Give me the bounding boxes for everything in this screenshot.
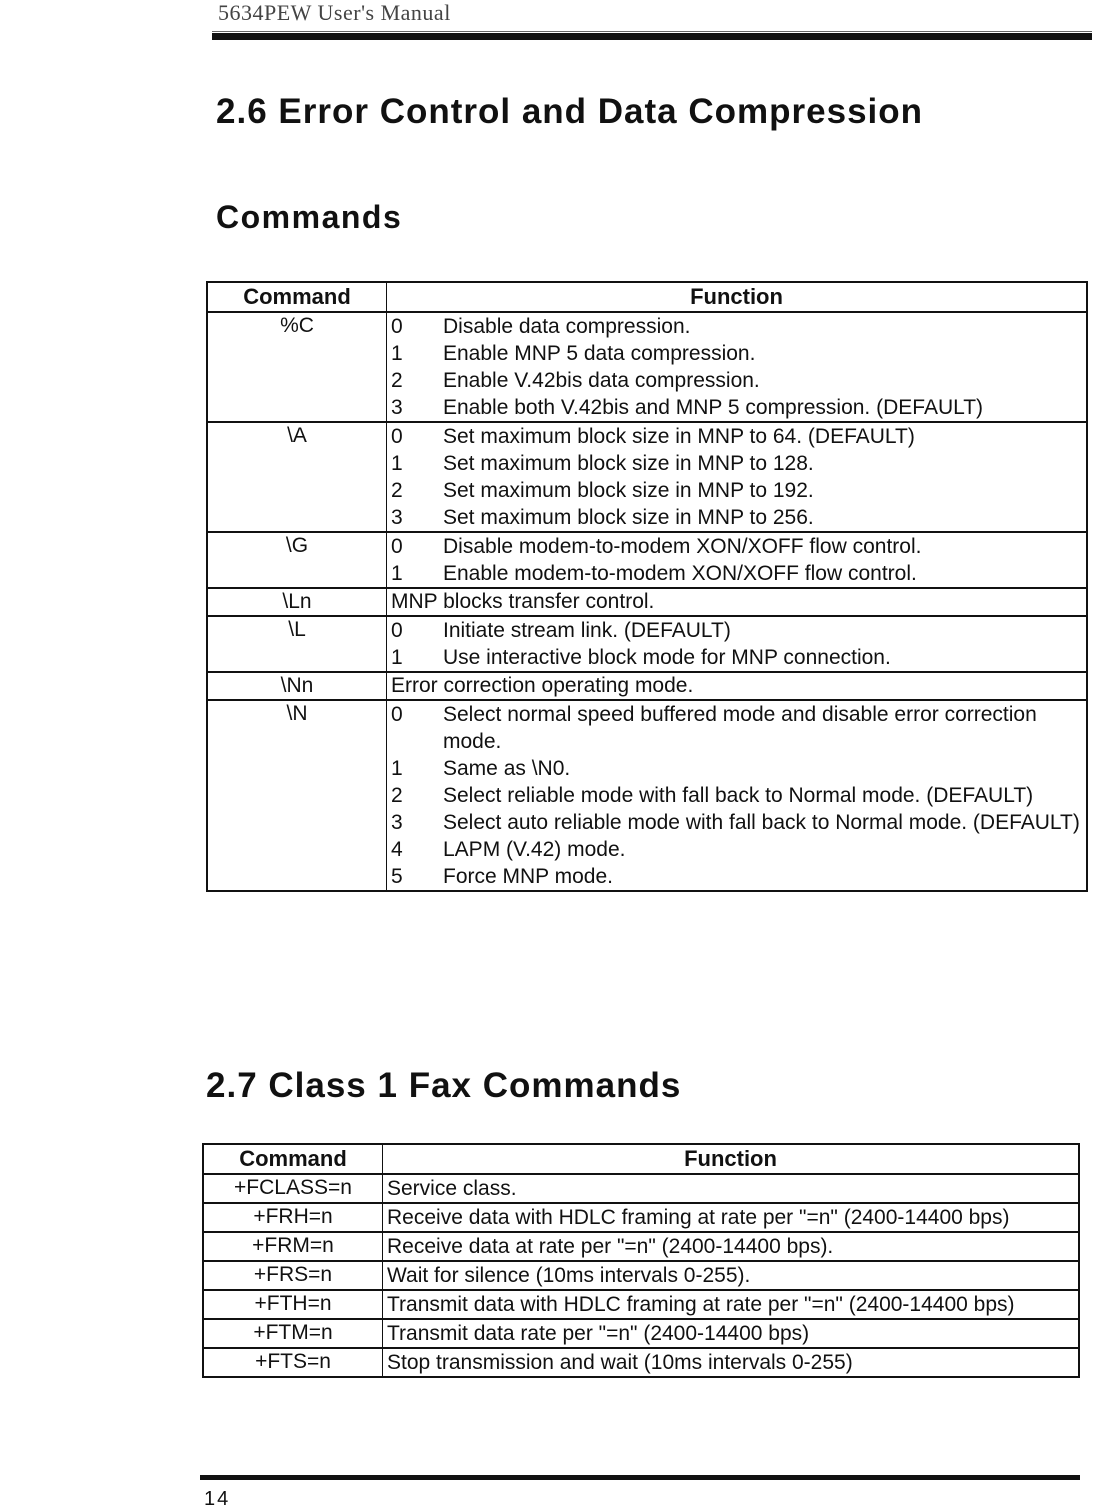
option-description: Initiate stream link. (DEFAULT): [443, 619, 731, 642]
function-option: [387, 313, 1086, 340]
section-26-title: 2.6 Error Control and Data Compression: [216, 92, 924, 131]
function-option: [387, 617, 1086, 644]
function-description: Wait for silence (10ms intervals 0-255).: [387, 1264, 751, 1287]
command-code: +FTH=n: [254, 1292, 332, 1315]
running-header: 5634PEW User's Manual: [218, 0, 451, 25]
table-row: [207, 700, 1087, 891]
function-option: [387, 560, 1086, 587]
option-description: Enable MNP 5 data compression.: [443, 342, 756, 365]
option-description: Enable modem-to-modem XON/XOFF flow control.: [443, 562, 917, 585]
command-cell: [203, 1290, 383, 1319]
option-number: 1: [391, 646, 403, 669]
option-description: Disable modem-to-modem XON/XOFF flow control.: [443, 535, 922, 558]
table-row: [203, 1290, 1079, 1319]
table-row: [203, 1261, 1079, 1290]
function-option: [387, 809, 1086, 836]
option-description: Disable data compression.: [443, 315, 691, 338]
command-code: +FRH=n: [253, 1205, 333, 1228]
command-cell: [203, 1232, 383, 1261]
column-header-command: Command: [207, 282, 387, 312]
option-number: 2: [391, 369, 403, 392]
header-rule: [212, 33, 1092, 40]
function-description: Stop transmission and wait (10ms intervals 0-255): [387, 1351, 853, 1374]
command-cell: [207, 700, 387, 891]
function-description: Service class.: [387, 1177, 517, 1200]
function-option: [387, 755, 1086, 782]
function-cell: [383, 1261, 1080, 1290]
command-code: \L: [288, 618, 306, 641]
table-row: [207, 422, 1087, 532]
option-number: 3: [391, 811, 403, 834]
column-header-function: Function: [387, 282, 1088, 312]
function-description: MNP blocks transfer control.: [391, 590, 655, 613]
function-option: [387, 701, 1086, 755]
command-cell: [203, 1261, 383, 1290]
option-description: Enable V.42bis data compression.: [443, 369, 760, 392]
function-cell: [383, 1203, 1080, 1232]
option-description: Same as \N0.: [443, 757, 571, 780]
option-number: 5: [391, 865, 403, 888]
table-row: [203, 1348, 1079, 1377]
command-cell: [203, 1319, 383, 1348]
fax-commands-table: [202, 1143, 1080, 1378]
function-description: Transmit data rate per "=n" (2400-14400 bps): [387, 1322, 810, 1345]
option-number: 0: [391, 425, 403, 448]
column-header-command: Command: [203, 1144, 383, 1174]
function-option: [387, 782, 1086, 809]
function-option: [387, 367, 1086, 394]
header-rule-thin: [212, 31, 1092, 32]
command-code: \A: [287, 424, 307, 447]
command-code: %C: [280, 314, 314, 337]
option-description: Force MNP mode.: [443, 865, 613, 888]
option-number: 0: [391, 703, 403, 726]
option-number: 2: [391, 784, 403, 807]
option-number: 0: [391, 619, 403, 642]
function-cell: [383, 1174, 1080, 1203]
function-option: [387, 477, 1086, 504]
command-code: \Ln: [282, 590, 312, 613]
command-code: \Nn: [280, 674, 314, 697]
command-code: +FCLASS=n: [234, 1176, 352, 1199]
command-cell: [203, 1174, 383, 1203]
command-code: \G: [285, 534, 309, 557]
command-code: +FTS=n: [255, 1350, 331, 1373]
option-description: Select normal speed buffered mode and disable error correction mode.: [443, 703, 1037, 753]
option-number: 1: [391, 562, 403, 585]
function-option: [387, 423, 1086, 450]
function-cell: [387, 700, 1088, 891]
command-cell: [207, 616, 387, 672]
option-description: Enable both V.42bis and MNP 5 compression. (DEFAULT): [443, 396, 984, 419]
column-header-function: Function: [383, 1144, 1080, 1174]
function-option: [387, 450, 1086, 477]
command-cell: [207, 672, 387, 700]
function-option: [387, 836, 1086, 863]
command-cell: [203, 1348, 383, 1377]
table-row: [203, 1232, 1079, 1261]
option-number: 4: [391, 838, 403, 861]
table-row: [207, 672, 1087, 700]
command-code: +FRS=n: [253, 1263, 333, 1286]
option-number: 3: [391, 506, 403, 529]
option-number: 3: [391, 396, 403, 419]
option-description: Set maximum block size in MNP to 256.: [443, 506, 814, 529]
table-row: [203, 1203, 1079, 1232]
function-cell: [387, 312, 1088, 422]
table-row: [207, 532, 1087, 588]
option-description: Set maximum block size in MNP to 64. (DEFAULT): [443, 425, 915, 448]
function-description: Error correction operating mode.: [391, 674, 694, 697]
option-description: Set maximum block size in MNP to 128.: [443, 452, 814, 475]
option-description: LAPM (V.42) mode.: [443, 838, 626, 861]
function-cell: [383, 1319, 1080, 1348]
command-cell: [207, 312, 387, 422]
table-row: [207, 312, 1087, 422]
function-cell: [387, 422, 1088, 532]
option-description: Select auto reliable mode with fall back to Normal mode. (DEFAULT): [443, 811, 1080, 834]
function-cell: [383, 1290, 1080, 1319]
function-option: [387, 644, 1086, 671]
command-cell: [207, 588, 387, 616]
section-27-title: 2.7 Class 1 Fax Commands: [206, 1066, 682, 1105]
option-number: 1: [391, 342, 403, 365]
function-description: Transmit data with HDLC framing at rate per "=n" (2400-14400 bps): [387, 1293, 1015, 1316]
option-number: 1: [391, 452, 403, 475]
table-row: [207, 588, 1087, 616]
option-number: 0: [391, 535, 403, 558]
function-option: [387, 863, 1086, 890]
option-description: Use interactive block mode for MNP connection.: [443, 646, 891, 669]
command-code: +FRM=n: [252, 1234, 334, 1257]
function-option: [387, 394, 1086, 421]
command-code: +FTM=n: [253, 1321, 333, 1344]
command-cell: [207, 532, 387, 588]
option-description: Select reliable mode with fall back to Normal mode. (DEFAULT): [443, 784, 1034, 807]
section-26-subtitle: Commands: [216, 199, 403, 235]
option-number: 2: [391, 479, 403, 502]
table-row: [203, 1319, 1079, 1348]
command-code: \N: [286, 702, 308, 725]
function-cell: [387, 672, 1088, 700]
function-cell: [383, 1232, 1080, 1261]
function-option: [387, 340, 1086, 367]
function-description: Receive data with HDLC framing at rate per "=n" (2400-14400 bps): [387, 1206, 1010, 1229]
footer-rule: [200, 1475, 1080, 1480]
function-cell: [383, 1348, 1080, 1377]
option-description: Set maximum block size in MNP to 192.: [443, 479, 814, 502]
function-description: Receive data at rate per "=n" (2400-14400 bps).: [387, 1235, 834, 1258]
error-control-commands-table: [206, 281, 1088, 892]
command-cell: [207, 422, 387, 532]
page-number: 14: [204, 1488, 231, 1510]
function-cell: [387, 532, 1088, 588]
table-row: [203, 1174, 1079, 1203]
function-option: [387, 504, 1086, 531]
function-cell: [387, 616, 1088, 672]
command-cell: [203, 1203, 383, 1232]
function-option: [387, 533, 1086, 560]
option-number: 1: [391, 757, 403, 780]
table-row: [207, 616, 1087, 672]
option-number: 0: [391, 315, 403, 338]
function-cell: [387, 588, 1088, 616]
